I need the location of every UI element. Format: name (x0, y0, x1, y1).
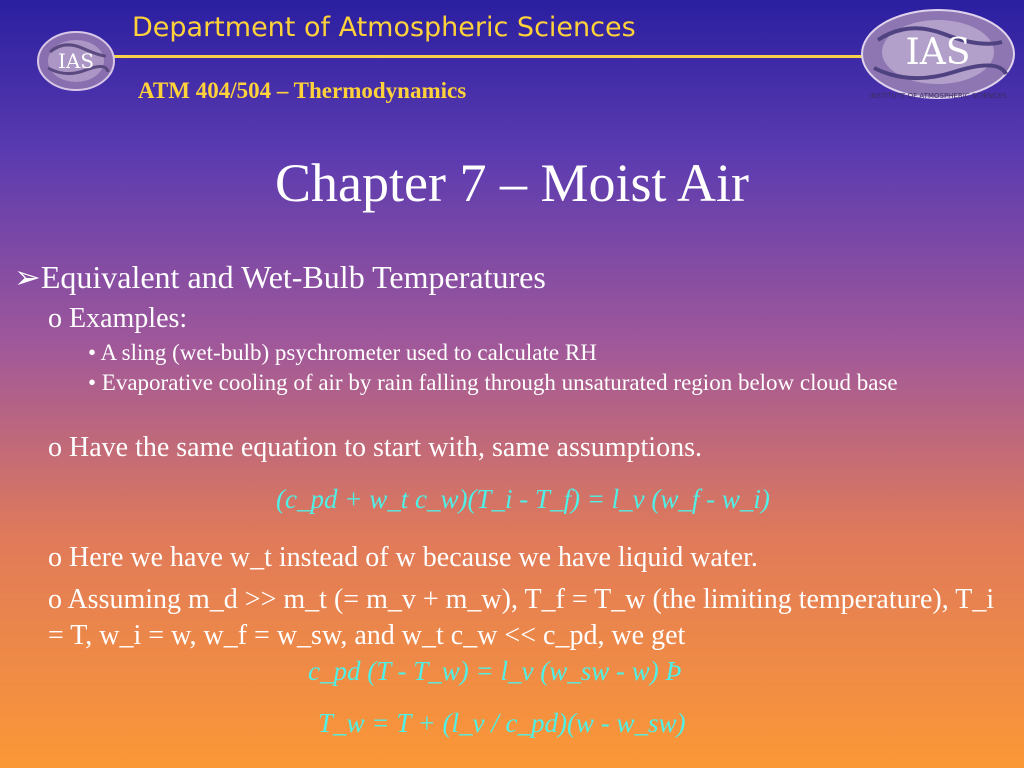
equation-1: (c_pd + w_t c_w)(T_i - T_f) = l_v (w_f - w_i) (276, 484, 770, 514)
department-title: Department of Atmospheric Sciences (132, 12, 636, 43)
heading-text: Equivalent and Wet-Bulb Temperatures (40, 259, 546, 295)
examples-label: o Examples: (48, 303, 188, 334)
here-we-have-item: o Here we have w_t instead of w because we have liquid water. (48, 542, 758, 573)
same-equation-item: o Have the same equation to start with, same assumptions. (48, 432, 702, 463)
arrow-bullet-icon: ➢ (14, 259, 41, 295)
svg-text:IAS: IAS (57, 49, 95, 73)
course-title: ATM 404/504 – Thermodynamics (138, 78, 467, 103)
heading-item (14, 258, 546, 296)
slide-title: Chapter 7 – Moist Air (275, 153, 749, 213)
ias-globe-logo-icon (36, 30, 116, 92)
example-text: • A sling (wet-bulb) psychrometer used to calculate RH (88, 340, 597, 365)
example-item (88, 338, 988, 368)
example-text: • Evaporative cooling of air by rain falling through unsaturated region below cloud base (88, 370, 898, 395)
equation-3: T_w = T + (l_v / c_pd)(w - w_sw) (318, 708, 686, 738)
svg-text:INSTITUTE OF ATMOSPHERIC SCIEN: INSTITUTE OF ATMOSPHERIC SCIENCES (869, 92, 1007, 100)
assuming-item: o Assuming m_d >> m_t (= m_v + m_w), T_f = T_w (the limiting temperature), T_i = T, w_i = w, w_f = w_sw, and w_t c_w << c_pd, we get (48, 584, 995, 651)
example-item (88, 368, 988, 398)
equation-2: c_pd (T - T_w) = l_v (w_sw - w) Þ (308, 656, 682, 686)
header-divider (40, 55, 904, 58)
ias-globe-logo-icon (858, 6, 1018, 102)
svg-text:IAS: IAS (905, 32, 971, 73)
